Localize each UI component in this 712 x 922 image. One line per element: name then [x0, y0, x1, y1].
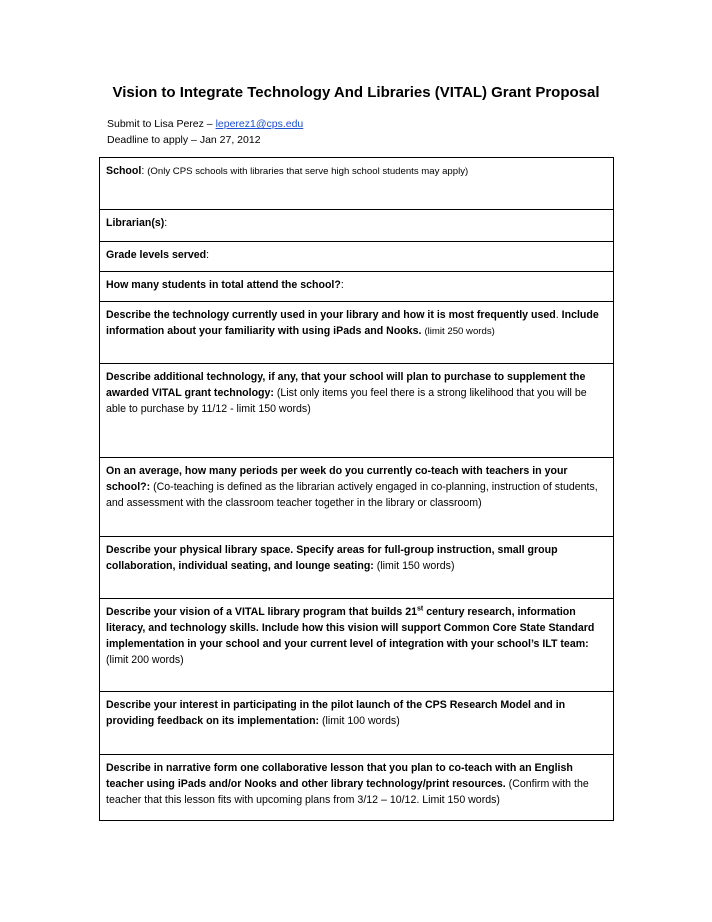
email-link[interactable]: leperez1@cps.edu [215, 118, 304, 130]
field-label: Describe your interest in participating in the pilot launch of the CPS Research Model and in providing feedback on its implementation: [106, 699, 566, 727]
field-note: (List only items you feel there is a strong likelihood that you will be able to purchase by 11/12 - limit 150 words) [106, 387, 587, 415]
field-vital-vision[interactable] [100, 598, 613, 691]
field-period: . [555, 309, 559, 321]
field-label: Describe your vision of a VITAL library program that builds 21 [106, 606, 418, 618]
field-librarians[interactable] [100, 209, 613, 241]
field-label: Describe your physical library space. Specify areas for full-group instruction, small group collaboration, individual seating, and lounge seating: [106, 544, 558, 572]
proposal-form-table [99, 157, 614, 821]
field-note: (Confirm with the teacher that this lesson fits with upcoming plans from 3/12 – 10/12. Limit 150 words) [106, 778, 589, 806]
field-note: (limit 100 words) [322, 715, 400, 727]
field-collaborative-lesson[interactable] [100, 754, 613, 820]
field-colon: : [141, 165, 148, 177]
field-note: (limit 250 words) [424, 326, 495, 337]
field-co-teaching[interactable] [100, 457, 613, 536]
field-colon: : [206, 249, 210, 261]
field-total-students[interactable] [100, 271, 613, 301]
field-label: How many students in total attend the school? [106, 279, 341, 291]
field-note: (Only CPS schools with libraries that serve high school students may apply) [147, 166, 469, 177]
field-label: Describe the technology currently used in your library and how it is most frequently used [106, 309, 556, 321]
field-note: (Co-teaching is defined as the librarian actively engaged in co-planning, instruction of students, and assessment with the classroom teacher together in the library or classroom) [106, 481, 598, 509]
field-label: On an average, how many periods per week do you currently co-teach with teachers in your school?: [106, 465, 568, 493]
field-label: Grade levels served [106, 249, 207, 261]
field-research-model[interactable] [100, 691, 613, 754]
superscript-st: st [417, 605, 424, 613]
field-label: School [106, 165, 142, 177]
field-colon: : [164, 217, 168, 229]
deadline-line: Deadline to apply – Jan 27, 2012 [107, 134, 261, 146]
field-note: (limit 200 words) [106, 654, 184, 666]
field-label-continued: Include information about your familiarity with using iPads and Nooks. [106, 309, 599, 337]
field-colon: : [340, 279, 344, 291]
field-grade-levels[interactable] [100, 241, 613, 271]
field-library-space[interactable] [100, 536, 613, 598]
field-note: (limit 150 words) [376, 560, 455, 572]
field-additional-technology[interactable] [100, 363, 613, 457]
field-label: Librarian(s) [106, 217, 165, 229]
field-current-technology[interactable] [100, 301, 613, 363]
page-title: Vision to Integrate Technology And Libraries (VITAL) Grant Proposal [112, 84, 600, 101]
field-label: Describe additional technology, if any, that your school will plan to purchase to supplement the awarded VITAL grant technology: [106, 371, 586, 399]
field-label: Describe in narrative form one collaborative lesson that you plan to co-teach with an English teacher using iPads and/or Nooks and other library technology/print resources. [106, 762, 573, 790]
field-school[interactable] [100, 158, 613, 209]
submit-text: Submit to Lisa Perez – [107, 118, 216, 130]
submit-line [107, 118, 303, 130]
field-label-continued: century research, information literacy, and technology skills. Include how this vision will support Common Core State Standard implementation in your school and your current level of integration with your school’s ILT team: [106, 606, 595, 650]
